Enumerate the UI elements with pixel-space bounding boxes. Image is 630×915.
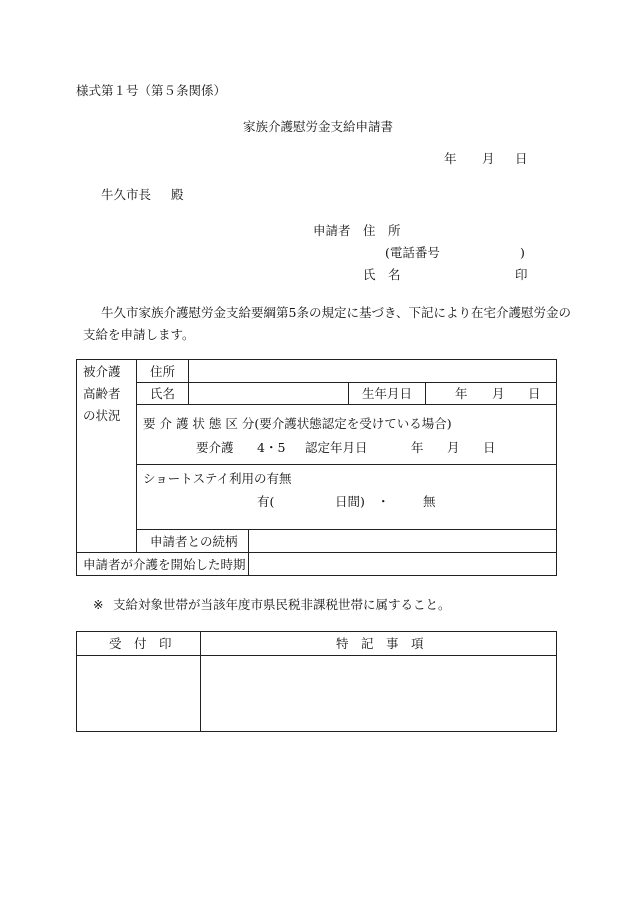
relationship-field[interactable] <box>249 530 555 552</box>
remarks-area[interactable] <box>201 656 555 731</box>
table-border <box>136 464 556 465</box>
birth-year: 年 <box>455 386 468 401</box>
birth-month: 月 <box>492 386 505 401</box>
body-text-line1: 牛久市家族介護慰労金支給要綱第5条の規定に基づき、下記により在宅介護慰労金の <box>101 305 571 320</box>
table-border <box>556 631 557 732</box>
short-stay-days: 日間) <box>335 494 365 509</box>
table-border <box>76 575 556 576</box>
birthdate-field[interactable] <box>426 383 555 404</box>
applicant-address-label: 住 所 <box>363 223 401 238</box>
section-label: 被介護 <box>83 364 121 379</box>
cert-year: 年 <box>411 440 424 455</box>
care-level-prefix: 要介護 <box>196 440 234 455</box>
care-start-label: 申請者が介護を開始した時期 <box>83 557 246 572</box>
applicant-name-label: 氏 名 <box>363 267 401 282</box>
name-field[interactable] <box>189 383 347 404</box>
table-border <box>556 359 557 576</box>
date-month: 月 <box>482 151 495 166</box>
receipt-stamp-area <box>77 656 200 731</box>
table-border <box>348 382 349 405</box>
table-border <box>136 359 137 553</box>
applicant-phone-close: ) <box>520 245 525 260</box>
name-label: 氏名 <box>150 386 176 401</box>
care-level-values[interactable]: 4・5 <box>257 440 286 455</box>
table-border <box>136 404 556 405</box>
address-label: 住所 <box>150 364 176 379</box>
section-label: の状況 <box>83 408 121 423</box>
relationship-label: 申請者との続柄 <box>150 534 238 549</box>
short-stay-heading: ショートステイ利用の有無 <box>143 471 292 486</box>
cert-day: 日 <box>483 440 496 455</box>
remarks-header: 特 記 事 項 <box>336 636 424 651</box>
body-text-line2: 支給を申請します。 <box>83 327 195 342</box>
addressee-honorific: 殿 <box>171 187 184 202</box>
page-title: 家族介護慰労金支給申請書 <box>243 119 394 134</box>
addressee-name: 牛久市長 <box>101 187 152 202</box>
care-start-field[interactable] <box>249 553 555 575</box>
birth-day: 日 <box>528 386 541 401</box>
cert-month: 月 <box>447 440 460 455</box>
applicant-phone-open: (電話番号 <box>385 245 440 260</box>
form-number: 様式第１号（第５条関係） <box>76 83 227 98</box>
address-field[interactable] <box>189 360 555 381</box>
cert-date-label: 認定年月日 <box>305 440 368 455</box>
section-label: 高齢者 <box>83 386 121 401</box>
date-year: 年 <box>444 151 457 166</box>
table-border <box>76 731 556 732</box>
short-stay-no[interactable]: 無 <box>423 494 436 509</box>
table-border <box>76 631 556 632</box>
applicant-seal: 印 <box>515 267 528 282</box>
care-level-heading: 要 介 護 状 態 区 分(要介護状態認定を受けている場合) <box>143 416 452 431</box>
short-stay-yes[interactable]: 有( <box>257 494 275 509</box>
applicant-label: 申請者 <box>313 223 351 238</box>
birthdate-label: 生年月日 <box>362 386 413 401</box>
date-day: 日 <box>515 151 528 166</box>
note-text: 支給対象世帯が当該年度市県民税非課税世帯に属すること。 <box>113 597 451 612</box>
table-border <box>76 359 77 576</box>
receipt-stamp-header: 受 付 印 <box>109 636 172 651</box>
short-stay-separator: ・ <box>377 494 390 509</box>
note-mark: ※ <box>93 597 104 612</box>
